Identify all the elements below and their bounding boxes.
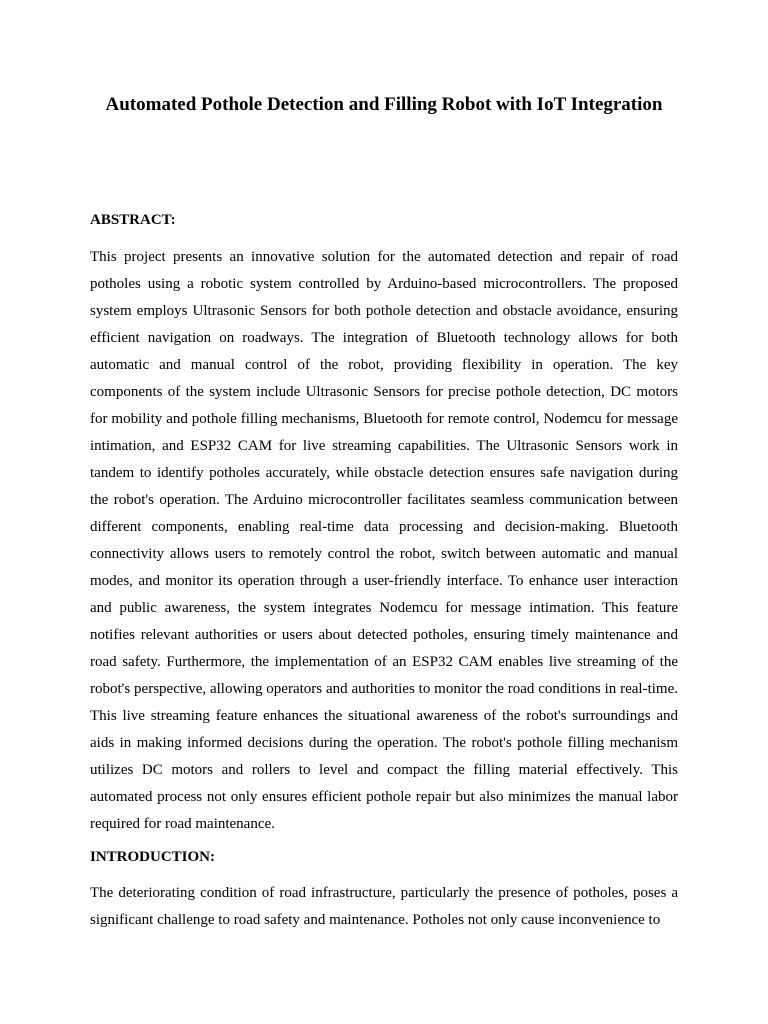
introduction-heading: INTRODUCTION: — [90, 849, 216, 865]
introduction-paragraph: The deteriorating condition of road infrastructure, particularly the presence of potholes, poses a significant challenge to road safety and maintenance. Potholes not only cause inconvenience to — [90, 885, 678, 928]
abstract-heading: ABSTRACT: — [90, 212, 176, 228]
document-title: Automated Pothole Detection and Filling Robot with IoT Integration — [105, 94, 663, 115]
abstract-paragraph: This project presents an innovative solution for the automated detection and repair of road potholes using a robotic system controlled by Arduino-based microcontrollers. The proposed system employs Ultrasonic Sensors for both pothole detection and obstacle avoidance, ensuring efficient navigation on roadways. The integration of Bluetooth technology allows for both automatic and manual control of the robot, providing flexibility in operation. The key components of the system include Ultrasonic Sensors for precise pothole detection, DC motors for mobility and pothole filling mechanisms, Bluetooth for remote control, Nodemcu for message intimation, and ESP32 CAM for live streaming capabilities. The Ultrasonic Sensors work in tandem to identify potholes accurately, while obstacle detection ensures safe navigation during the robot's operation. The Arduino microcontroller facilitates seamless communication between different components, enabling real-time data processing and decision-making. Bluetooth connectivity allows users to remotely control the robot, switch between automatic and manual modes, and monitor its operation through a user-friendly interface. To enhance user interaction and public awareness, the system integrates Nodemcu for message intimation. This feature notifies relevant authorities or users about detected potholes, ensuring timely maintenance and road safety. Furthermore, the implementation of an ESP32 CAM enables live streaming of the robot's perspective, allowing operators and authorities to monitor the road conditions in real-time. This live streaming feature enhances the situational awareness of the robot's surroundings and aids in making informed decisions during the operation. The robot's pothole filling mechanism utilizes DC motors and rollers to level and compact the filling material effectively. This automated process not only ensures efficient pothole repair but also minimizes the manual labor required for road maintenance. — [90, 249, 678, 832]
